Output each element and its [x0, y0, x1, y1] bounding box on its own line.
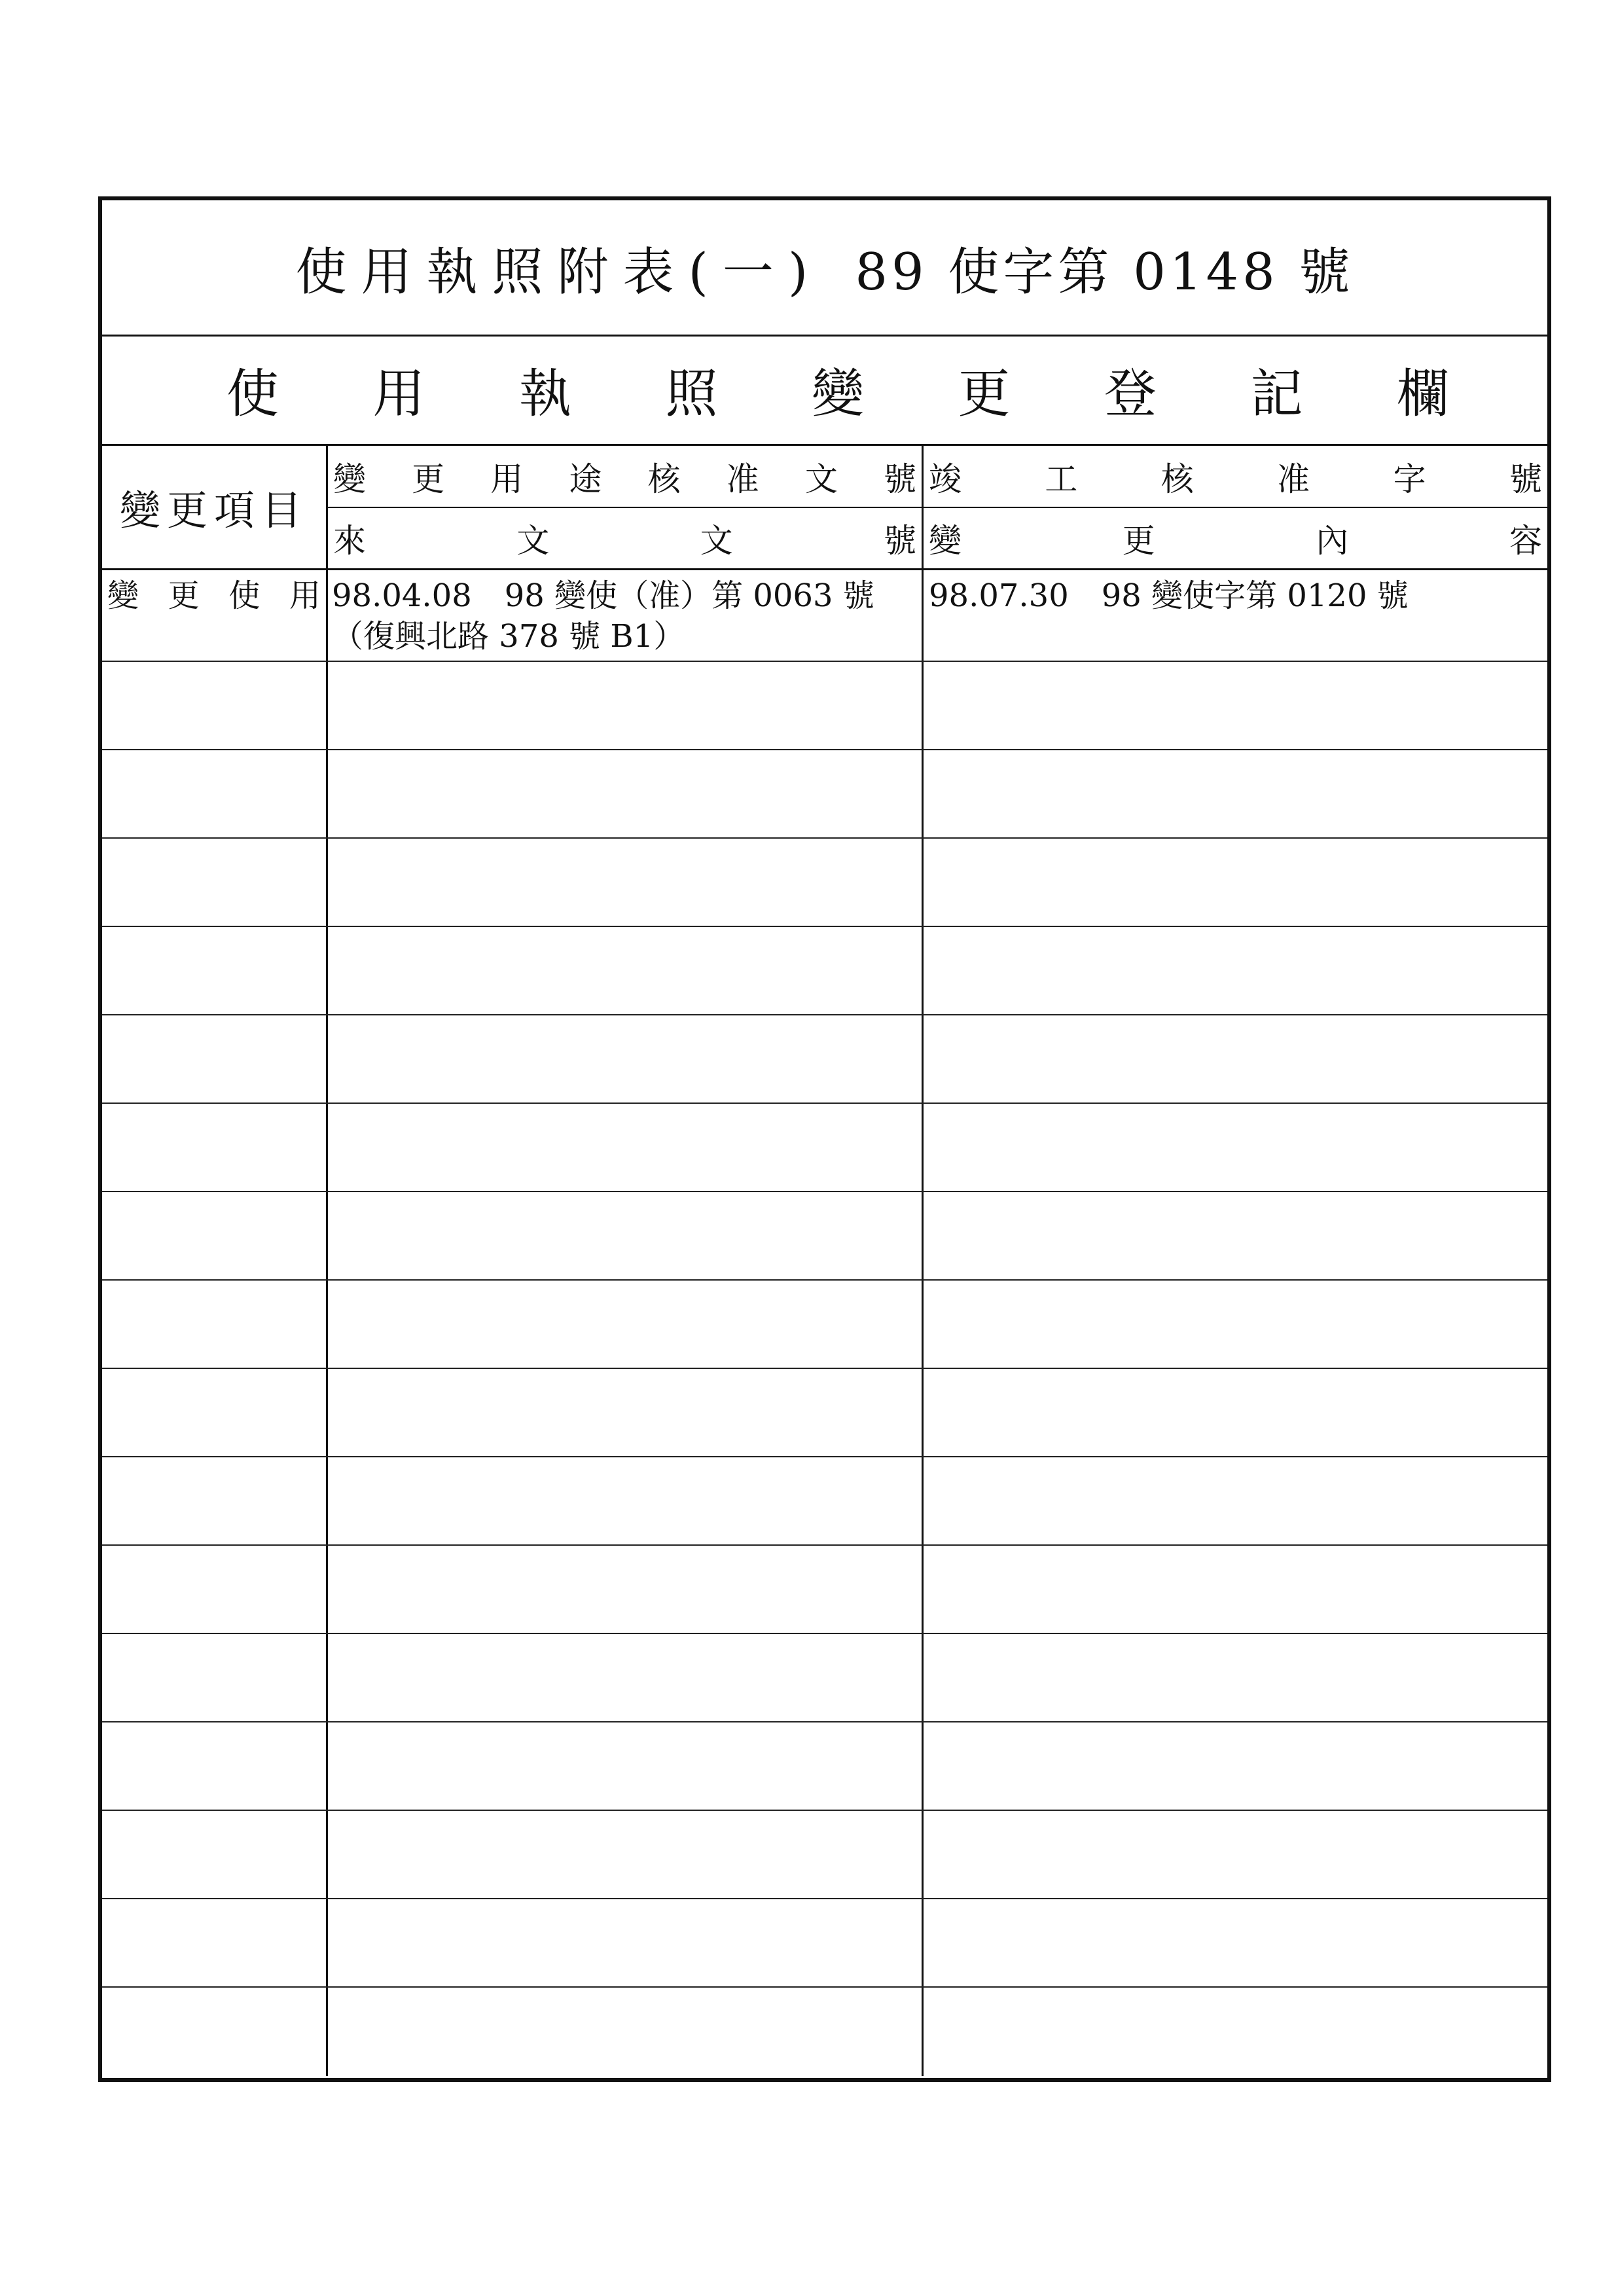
table-row	[102, 1015, 1547, 1104]
header-char: 核	[647, 460, 681, 498]
header-char: 文	[700, 522, 733, 560]
table-row	[102, 662, 1547, 750]
empty-cell	[328, 1192, 924, 1279]
header-char: 竣	[929, 460, 962, 498]
header-char: 文	[804, 460, 838, 498]
record-rows	[102, 570, 1547, 2078]
empty-cell	[102, 839, 328, 926]
completion-cell	[924, 570, 1547, 661]
header-incoming-doc-number	[328, 508, 924, 570]
empty-cell	[102, 750, 328, 837]
header-char: 工	[1045, 460, 1078, 498]
empty-cell	[328, 1457, 924, 1544]
form-title: 使用執照附表(一)	[295, 242, 823, 302]
empty-cell	[924, 1369, 1547, 1456]
table-row	[102, 1369, 1547, 1457]
header-char: 號	[883, 460, 916, 498]
empty-cell	[924, 1634, 1547, 1721]
header-completion-number	[924, 446, 1547, 508]
header-char: 更	[1122, 522, 1155, 560]
empty-cell	[924, 839, 1547, 926]
subtitle-char: 登	[1104, 363, 1157, 424]
change-registration-form	[98, 196, 1551, 2082]
empty-cell	[924, 1811, 1547, 1898]
form-subtitle	[102, 335, 1547, 446]
empty-cell	[102, 1546, 328, 1633]
empty-cell	[102, 1192, 328, 1279]
table-row	[102, 1988, 1547, 2076]
table-row	[102, 1899, 1547, 1988]
header-char: 來	[333, 522, 366, 560]
empty-cell	[102, 1634, 328, 1721]
empty-cell	[328, 1281, 924, 1368]
empty-cell	[102, 1015, 328, 1102]
empty-cell	[102, 1811, 328, 1898]
empty-cell	[924, 1546, 1547, 1633]
table-row	[102, 1457, 1547, 1546]
header-char: 號	[883, 522, 916, 560]
completion-date: 98.07.30	[929, 577, 1069, 614]
empty-cell	[924, 1899, 1547, 1986]
header-char: 容	[1509, 522, 1542, 560]
approval-cell	[328, 570, 924, 661]
empty-cell	[328, 1369, 924, 1456]
subtitle-char: 變	[812, 363, 864, 424]
empty-cell	[924, 750, 1547, 837]
item-char: 更	[168, 577, 200, 614]
doc-number: 98 變使（准）第 0063 號	[504, 577, 874, 614]
change-item-cell	[102, 570, 328, 661]
empty-cell	[102, 1899, 328, 1986]
table-row	[102, 1634, 1547, 1722]
header-char: 更	[412, 460, 445, 498]
empty-cell	[328, 1988, 924, 2076]
empty-cell	[328, 1634, 924, 1721]
table-row	[102, 1104, 1547, 1192]
table-row	[102, 1192, 1547, 1281]
table-row	[102, 1722, 1547, 1811]
header-char: 號	[1509, 460, 1542, 498]
empty-cell	[924, 1722, 1547, 1810]
subtitle-char: 記	[1250, 363, 1303, 424]
empty-cell	[328, 927, 924, 1014]
empty-cell	[102, 1722, 328, 1810]
empty-cell	[102, 927, 328, 1014]
empty-cell	[328, 1104, 924, 1191]
table-row	[102, 750, 1547, 839]
table-row	[102, 927, 1547, 1015]
subtitle-char: 照	[665, 363, 718, 424]
header-char: 用	[490, 460, 524, 498]
empty-cell	[924, 927, 1547, 1014]
empty-cell	[328, 662, 924, 749]
empty-cell	[328, 1899, 924, 1986]
empty-cell	[102, 1988, 328, 2076]
empty-cell	[328, 1811, 924, 1898]
item-char: 使	[228, 577, 261, 614]
subtitle-char: 更	[958, 363, 1011, 424]
header-char: 准	[726, 460, 759, 498]
item-char: 變	[107, 577, 139, 614]
address-note: （復興北路 378 號 B1）	[332, 618, 685, 655]
empty-cell	[328, 1722, 924, 1810]
doc-date: 98.04.08	[332, 577, 472, 614]
empty-cell	[102, 1369, 328, 1456]
empty-cell	[924, 1104, 1547, 1191]
header-char: 變	[929, 522, 962, 560]
subtitle-char: 執	[519, 363, 571, 424]
table-row	[102, 1281, 1547, 1369]
license-number: 89 使字第 0148 號	[855, 242, 1354, 302]
completion-number: 98 變使字第 0120 號	[1101, 577, 1409, 614]
header-change-content	[924, 508, 1547, 570]
form-title-row	[102, 200, 1547, 337]
empty-cell	[102, 1457, 328, 1544]
header-char: 內	[1316, 522, 1349, 560]
empty-cell	[924, 1192, 1547, 1279]
empty-cell	[328, 839, 924, 926]
header-char: 途	[569, 460, 602, 498]
header-change-item: 變更項目	[102, 446, 328, 570]
header-approval-number	[328, 446, 924, 508]
subtitle-char: 欄	[1397, 363, 1449, 424]
header-char: 字	[1393, 460, 1426, 498]
empty-cell	[328, 750, 924, 837]
subtitle-char: 用	[372, 363, 425, 424]
subtitle-char: 使	[226, 363, 279, 424]
header-char: 變	[333, 460, 366, 498]
header-char: 核	[1160, 460, 1194, 498]
empty-cell	[102, 662, 328, 749]
table-row	[102, 570, 1547, 662]
item-char: 用	[289, 577, 321, 614]
header-char: 文	[516, 522, 550, 560]
empty-cell	[328, 1546, 924, 1633]
table-row	[102, 1811, 1547, 1899]
empty-cell	[102, 1281, 328, 1368]
empty-cell	[924, 1015, 1547, 1102]
empty-cell	[102, 1104, 328, 1191]
empty-cell	[924, 662, 1547, 749]
header-char: 准	[1277, 460, 1310, 498]
empty-cell	[924, 1457, 1547, 1544]
empty-cell	[924, 1988, 1547, 2076]
empty-cell	[328, 1015, 924, 1102]
table-row	[102, 839, 1547, 927]
table-row	[102, 1546, 1547, 1634]
empty-cell	[924, 1281, 1547, 1368]
